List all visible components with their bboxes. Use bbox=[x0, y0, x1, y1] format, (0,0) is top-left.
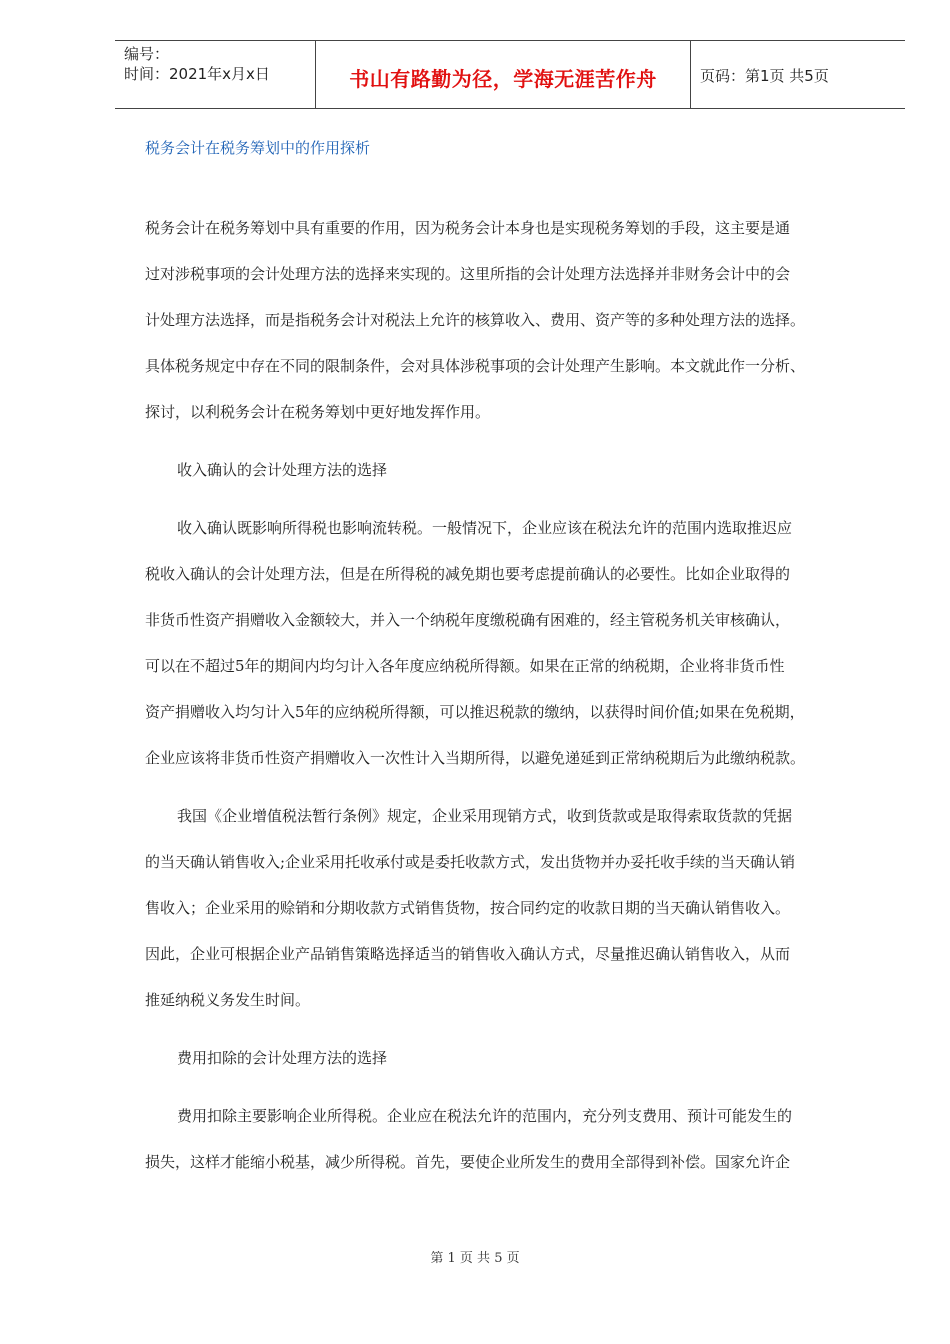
serial-label: 编号： bbox=[124, 45, 170, 63]
text-line: 过对涉税事项的会计处理方法的选择来实现的。这里所指的会计处理方法选择并非财务会计中的会 bbox=[145, 265, 791, 283]
page-footer: 第 1 页 共 5 页 bbox=[430, 1251, 520, 1266]
text-line: 售收入；企业采用的赊销和分期收款方式销售货物，按合同约定的收款日期的当天确认销售收入。 bbox=[145, 899, 791, 917]
text-line: 探讨，以利税务会计在税务筹划中更好地发挥作用。 bbox=[145, 403, 491, 421]
intro-paragraph bbox=[145, 215, 895, 445]
text-line: 具体税务规定中存在不同的限制条件，会对具体涉税事项的会计处理产生影响。本文就此作一分析、 bbox=[145, 357, 806, 375]
section-heading-expense: 费用扣除的会计处理方法的选择 bbox=[177, 1049, 388, 1067]
text-line: 损失，这样才能缩小税基，减少所得税。首先，要使企业所发生的费用全部得到补偿。国家允许企 bbox=[145, 1153, 791, 1171]
header-meta bbox=[115, 41, 314, 108]
header-page-info: 页码：第1页 共5页 bbox=[700, 67, 829, 85]
document-body bbox=[145, 215, 895, 1195]
text-line: 可以在不超过5年的期间内均匀计入各年度应纳税所得额。如果在正常的纳税期，企业将非货币性 bbox=[145, 657, 785, 675]
text-line: 税务会计在税务筹划中具有重要的作用，因为税务会计本身也是实现税务筹划的手段，这主要是通 bbox=[145, 219, 791, 237]
document-title: 税务会计在税务筹划中的作用探析 bbox=[145, 139, 371, 157]
text-line: 推延纳税义务发生时间。 bbox=[145, 991, 311, 1009]
text-line: 企业应该将非货币性资产捐赠收入一次性计入当期所得，以避免递延到正常纳税期后为此缴纳税款。 bbox=[145, 749, 806, 767]
header-motto: 书山有路勤为径，学海无涯苦作舟 bbox=[349, 67, 657, 91]
section-heading-revenue: 收入确认的会计处理方法的选择 bbox=[177, 461, 388, 479]
header-motto-cell bbox=[315, 41, 691, 108]
text-line: 计处理方法选择，而是指税务会计对税法上允许的核算收入、费用、资产等的多种处理方法的选择。 bbox=[145, 311, 806, 329]
revenue-paragraph-1 bbox=[145, 515, 895, 791]
text-line: 非货币性资产捐赠收入金额较大，并入一个纳税年度缴税确有困难的，经主管税务机关审核确认， bbox=[145, 611, 791, 629]
text-line: 收入确认既影响所得税也影响流转税。一般情况下，企业应该在税法允许的范围内选取推迟应 bbox=[177, 519, 793, 537]
text-line: 的当天确认销售收入;企业采用托收承付或是委托收款方式，发出货物并办妥托收手续的当天确认销 bbox=[145, 853, 796, 871]
expense-paragraph-1 bbox=[145, 1103, 895, 1195]
text-line: 资产捐赠收入均匀计入5年的应纳税所得额，可以推迟税款的缴纳，以获得时间价值;如果在免税期， bbox=[145, 703, 805, 721]
page-header bbox=[115, 40, 905, 109]
text-line: 我国《企业增值税法暂行条例》规定，企业采用现销方式，收到货款或是取得索取货款的凭据 bbox=[177, 807, 793, 825]
text-line: 费用扣除主要影响企业所得税。企业应在税法允许的范围内，充分列支费用、预计可能发生的 bbox=[177, 1107, 793, 1125]
header-page-cell bbox=[691, 41, 905, 108]
revenue-paragraph-2 bbox=[145, 803, 895, 1033]
text-line: 因此，企业可根据企业产品销售策略选择适当的销售收入确认方式，尽量推迟确认销售收入，从而 bbox=[145, 945, 791, 963]
text-line: 税收入确认的会计处理方法，但是在所得税的减免期也要考虑提前确认的必要性。比如企业取得的 bbox=[145, 565, 791, 583]
time-label: 时间：2021年x月x日 bbox=[124, 65, 270, 83]
